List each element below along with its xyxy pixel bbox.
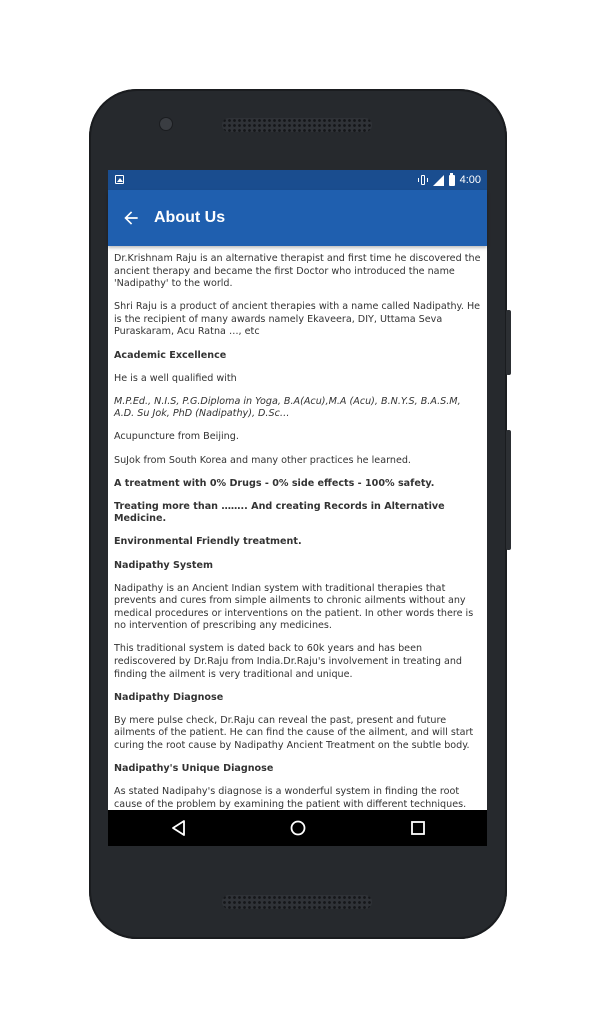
about-content[interactable] (114, 246, 483, 811)
paragraph-sujok: SuJok from South Korea and many other practices he learned. (114, 454, 411, 466)
paragraph-unique-diagnose-part1: As stated Nadipahy's diagnose is a wonderful system in finding the root cause of the problem by examining the patient with different techniques. (114, 786, 467, 810)
app-bar (108, 190, 487, 246)
heading-academic-excellence: Academic Excellence (114, 349, 227, 361)
navigation-bar (108, 810, 487, 846)
paragraph-system-description: Nadipathy is an Ancient Indian system with traditional therapies that prevents and cures from simple ailments to chronic ailments without any medical procedures or interventions on the patient. In other words there is no intervention of prescribing any medicines. (114, 582, 474, 632)
highlight-environment: Environmental Friendly treatment. (114, 536, 302, 548)
status-bar (108, 170, 487, 190)
page-title: About Us (154, 209, 226, 226)
screen (108, 170, 487, 846)
volume-button (506, 430, 511, 550)
paragraph-acupuncture: Acupuncture from Beijing. (114, 431, 239, 443)
status-icons (418, 173, 481, 187)
paragraph-qualified: He is a well qualified with (114, 372, 237, 384)
paragraph-awards: Shri Raju is a product of ancient therapies with a name called Nadipathy. He is the recipient of many awards namely Ekaveera, DIY, Uttama Seva Puraskaram, Acu Ratna …, etc (114, 301, 481, 338)
heading-nadipathy-diagnose: Nadipathy Diagnose (114, 691, 224, 703)
power-button (506, 310, 511, 375)
top-speaker-grille (222, 118, 372, 132)
heading-nadipathy-system: Nadipathy System (114, 559, 213, 571)
highlight-records: Treating more than …….. And creating Records in Alternative Medicine. (114, 500, 445, 525)
paragraph-degrees: M.P.Ed., N.I.S, P.G.Diploma in Yoga, B.A(Acu),M.A (Acu), B.N.Y.S, B.A.S.M, A.D. Su Jok, PhD (Nadipathy), D.Sc… (114, 395, 461, 420)
vibrate-icon (418, 175, 428, 186)
paragraph-intro: Dr.Krishnam Raju is an alternative therapist and first time he discovered the ancient therapy and became the first Doctor who introduced the name 'Nadipathy' to the world. (114, 253, 481, 290)
bottom-speaker-grille (222, 895, 372, 909)
signal-icon (433, 175, 444, 186)
gallery-icon (115, 175, 124, 184)
highlight-treatment-safety: A treatment with 0% Drugs - 0% side effects - 100% safety. (114, 477, 435, 489)
battery-icon (449, 175, 455, 186)
paragraph-system-history: This traditional system is dated back to 60k years and has been rediscovered by Dr.Raju from India.Dr.Raju's involvement in treating and finding the ailment is very traditional and unique. (114, 643, 463, 680)
heading-unique-diagnose: Nadipathy's Unique Diagnose (114, 763, 274, 775)
paragraph-diagnose: By mere pulse check, Dr.Raju can reveal the past, present and future ailments of the patient. He can find the cause of the ailment, and will start curing the root cause by Nadipathy Ancient Treatment on the subtle body. (114, 714, 474, 752)
nav-home-icon[interactable] (278, 810, 318, 846)
status-time: 4:00 (459, 174, 481, 186)
nav-back-icon[interactable] (158, 810, 198, 846)
nav-recent-icon[interactable] (398, 810, 438, 846)
front-camera (160, 118, 172, 130)
back-arrow-icon[interactable] (121, 208, 141, 228)
